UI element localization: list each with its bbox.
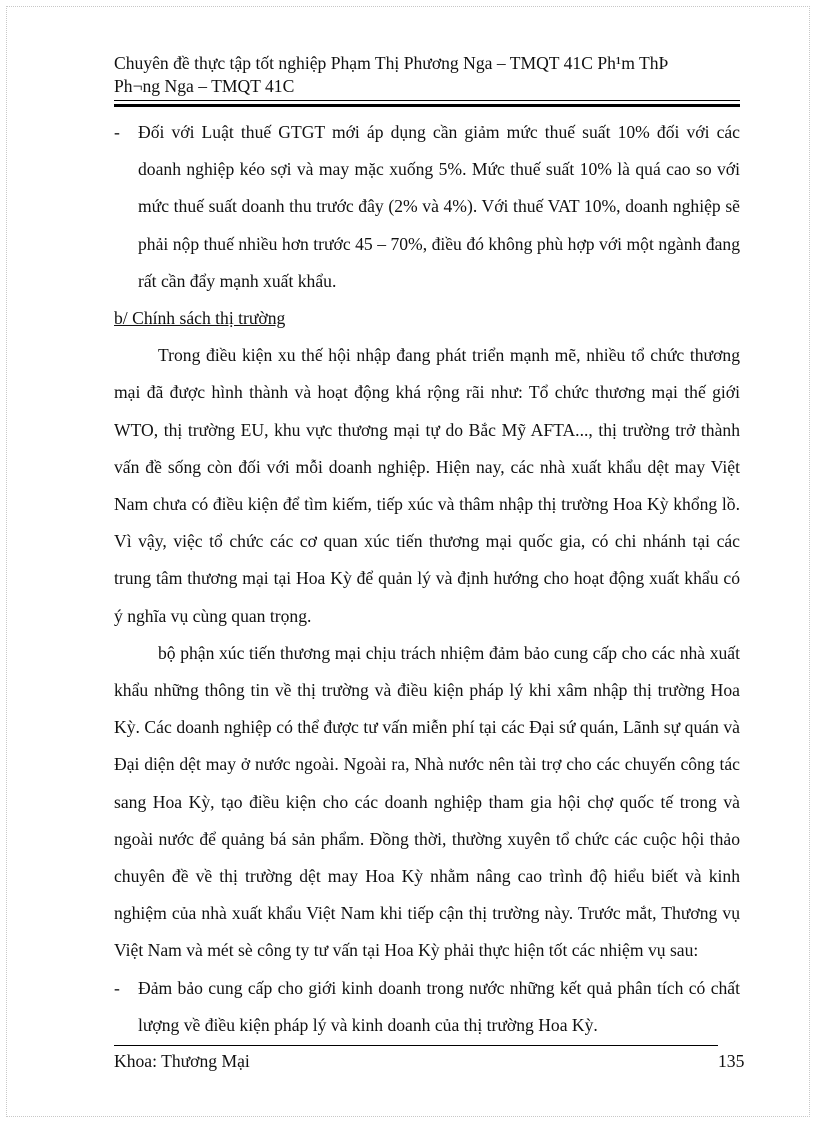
header-line-1: Chuyên đề thực tập tốt nghiệp Phạm Thị Phương Nga – TMQT 41C Ph¹m ThÞ bbox=[114, 53, 669, 73]
section-heading-text: b/ Chính sách thị trường bbox=[114, 308, 286, 329]
section-heading bbox=[114, 300, 740, 337]
footer-faculty: Khoa: Thương Mại bbox=[114, 1051, 250, 1071]
bullet-item bbox=[114, 970, 740, 1044]
header-line-2: Ph¬ng Nga – TMQT 41C bbox=[114, 76, 295, 96]
footer-rule bbox=[114, 1045, 718, 1046]
paragraph-market-1: Trong điều kiện xu thế hội nhập đang phát triển mạnh mẽ, nhiều tổ chức thương mại đã được hình thành và hoạt động khá rộng rãi như: Tổ chức thương mại thế giới WTO, thị trường EU, khu vực thương mại tự do Bắc Mỹ AFTA..., thị trường trở thành vấn đề sống còn đối với mỗi doanh nghiệp. Hiện nay, các nhà xuất khẩu dệt may Việt Nam chưa có điều kiện để tìm kiếm, tiếp xúc và thâm nhập thị trường Hoa Kỳ khổng lồ. Vì vậy, việc tổ chức các cơ quan xúc tiến thương mại quốc gia, có chi nhánh tại các trung tâm thương mại tại Hoa Kỳ để quản lý và định hướng cho hoạt động xuất khẩu có ý nghĩa vụ cùng quan trọng. bbox=[114, 345, 740, 626]
header-rule-thin bbox=[114, 100, 740, 101]
page-header bbox=[114, 52, 742, 98]
bullet-text-vat: Đối với Luật thuế GTGT mới áp dụng cần giảm mức thuế suất 10% đối với các doanh nghiệp kéo sợi và may mặc xuống 5%. Mức thuế suất 10% là quá cao so với mức thuế suất doanh thu trước đây (2% và 4%). Với thuế VAT 10%, doanh nghiệp sẽ phải nộp thuế nhiều hơn trước 45 – 70%, điều đó không phù hợp với một ngành đang rất cần đẩy mạnh xuất khẩu. bbox=[138, 122, 740, 291]
header-rule-thick bbox=[114, 104, 740, 107]
bullet-dash: - bbox=[114, 122, 120, 142]
document-body bbox=[114, 114, 740, 1044]
bullet-item bbox=[114, 114, 740, 300]
bullet-text-information: Đảm bảo cung cấp cho giới kinh doanh trong nước những kết quả phân tích có chất lượng về điều kiện pháp lý và kinh doanh của thị trường Hoa Kỳ. bbox=[138, 977, 740, 1035]
bullet-dash: - bbox=[114, 977, 120, 998]
paragraph-market-2: bộ phận xúc tiến thương mại chịu trách nhiệm đảm bảo cung cấp cho các nhà xuất khẩu những thông tin về thị trường và điều kiện pháp lý khi xâm nhập thị trường Hoa Kỳ. Các doanh nghiệp có thể được tư vấn miễn phí tại các Đại sứ quán, Lãnh sự quán và Đại diện dệt may ở nước ngoài. Ngoài ra, Nhà nước nên tài trợ cho các chuyến công tác sang Hoa Kỳ, tạo điều kiện cho các doanh nghiệp tham gia hội chợ quốc tế trong và ngoài nước để quảng bá sản phẩm. Đồng thời, thường xuyên tổ chức các cuộc hội thảo chuyên đề về thị trường dệt may Hoa Kỳ nhằm nâng cao trình độ hiểu biết và kinh nghiệm của nhà xuất khẩu Việt Nam khi tiếp cận thị trường này. Trước mắt, Thương vụ Việt Nam và mét sè công ty tư vấn tại Hoa Kỳ phải thực hiện tốt các nhiệm vụ sau: bbox=[114, 642, 740, 961]
page-number: 135 bbox=[718, 1051, 745, 1071]
